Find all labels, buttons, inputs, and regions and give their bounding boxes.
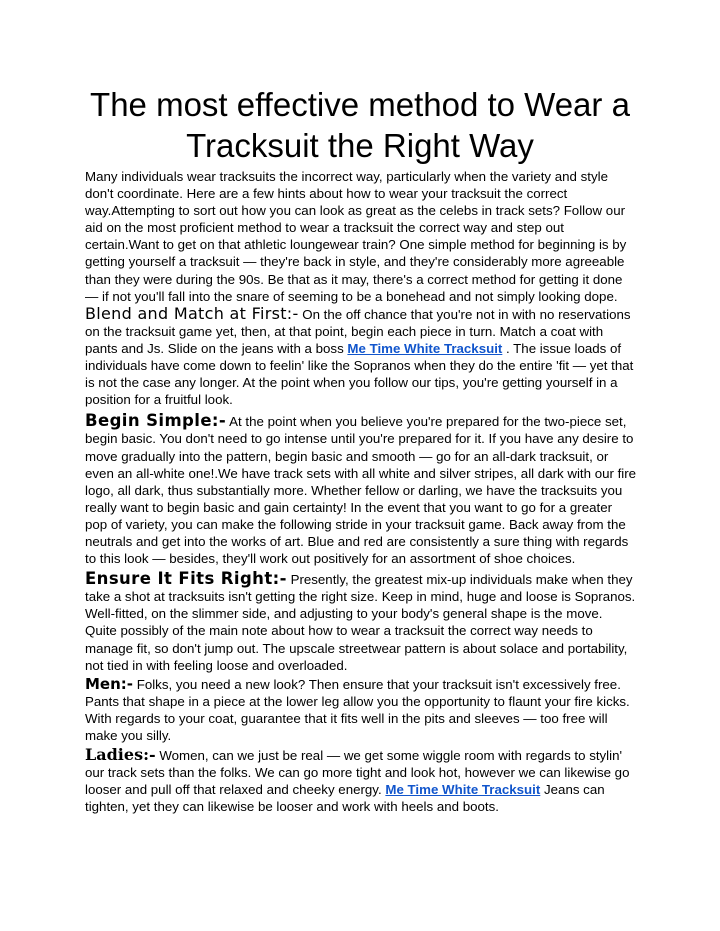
simple-text: At the point when you believe you're prepared for the two-piece set, begin basic. You don't need to go intense until you're prepared for it. If you have any desire to move gradually into the pattern, begin basic and smooth — go for an all-dark tracksuit, or even an all-white one!.We have track sets with all white and silver stripes, all dark with our fire logo, all dark, thus substantially more. Whether fellow or darling, we have the tracksuits you really want to begin basic and gain certainty! In the event that you want to go for a greater pop of variety, you can make the following stride in your tracksuit game. Back away from the neutrals and get into the works of art. Blue and red are consistently a sure thing with regards to this look — besides, they'll work out positively for an assortment of shoe choices. <box>85 414 637 567</box>
article-body <box>85 168 637 815</box>
tracksuit-link-1[interactable]: Me Time White Tracksuit <box>347 340 503 356</box>
blend-text-after: . The issue loads of individuals have come down to feelin' like the Sopranos when they do the entire 'fit — yet that is not the case any longer. At the point when you follow our tips, you're getting yourself in a position for a fruitful look. <box>85 340 634 408</box>
blend-text-before: On the off chance that you're not in with no reservations on the tracksuit game yet, then, at that point, begin each piece in turn. Match a coat with pants and Js. Slide on the jeans with a boss <box>85 306 631 356</box>
intro-paragraph: Many individuals wear tracksuits the incorrect way, particularly when the variety and style don't coordinate. Here are a few hints about how to wear your tracksuit the correct way.Attempting to sort out how you can look as great as the celebs in track sets? Follow our aid on the most proficient method to wear a tracksuit the correct way and step out certain.Want to get on that athletic loungewear train? One simple method for beginning is by getting yourself a tracksuit — they're back in style, and they're considerably more agreeable than they were during the 90s. Be that as it may, there's a correct method for getting it done — if not you'll fall into the snare of seeming to be a bonehead and not simply looking dope. <box>85 169 627 304</box>
fits-text: Presently, the greatest mix-up individuals make when they take a shot at tracksuits isn't getting the right size. Keep in mind, huge and loose is Sopranos. Well-fitted, on the slimmer side, and adjusting to your body's general shape is the move. Quite possibly of the main note about how to wear a tracksuit the correct way needs to manage fit, so don't jump out. The upscale streetwear pattern is about solace and portability, not tied in with feeling loose and overloaded. <box>85 572 636 673</box>
ladies-text-before: Women, can we just be real — we get some wiggle room with regards to stylin' our track sets than the folks. We can go more tight and look hot, however we can likewise go looser and pull off that relaxed and cheeky energy. <box>85 748 630 798</box>
fits-heading: Ensure It Fits Right:- <box>85 569 287 589</box>
blend-heading: Blend and Match at First:- <box>85 303 299 323</box>
simple-heading: Begin Simple:- <box>85 411 227 431</box>
blend-paragraph <box>85 305 637 409</box>
men-text: Folks, you need a new look? Then ensure that your tracksuit isn't excessively free. Pants that shape in a piece at the lower leg allow you the opportunity to flaunt your fire kicks. With regards to your coat, guarantee that it fits well in the pits and sleeves — too free will make you silly. <box>85 676 630 743</box>
men-heading: Men:- <box>85 674 134 693</box>
tracksuit-link-2[interactable]: Me Time White Tracksuit <box>385 782 541 798</box>
page-title: The most effective method to Wear a Tracksuit the Right Way <box>90 86 630 164</box>
simple-paragraph <box>85 412 637 567</box>
ladies-text-after: Jeans can tighten, yet they can likewise be looser and work with heels and boots. <box>85 782 605 815</box>
fits-paragraph <box>85 570 637 674</box>
ladies-heading: Ladies:- <box>85 745 156 765</box>
ladies-paragraph <box>85 746 637 815</box>
men-paragraph <box>85 676 637 744</box>
